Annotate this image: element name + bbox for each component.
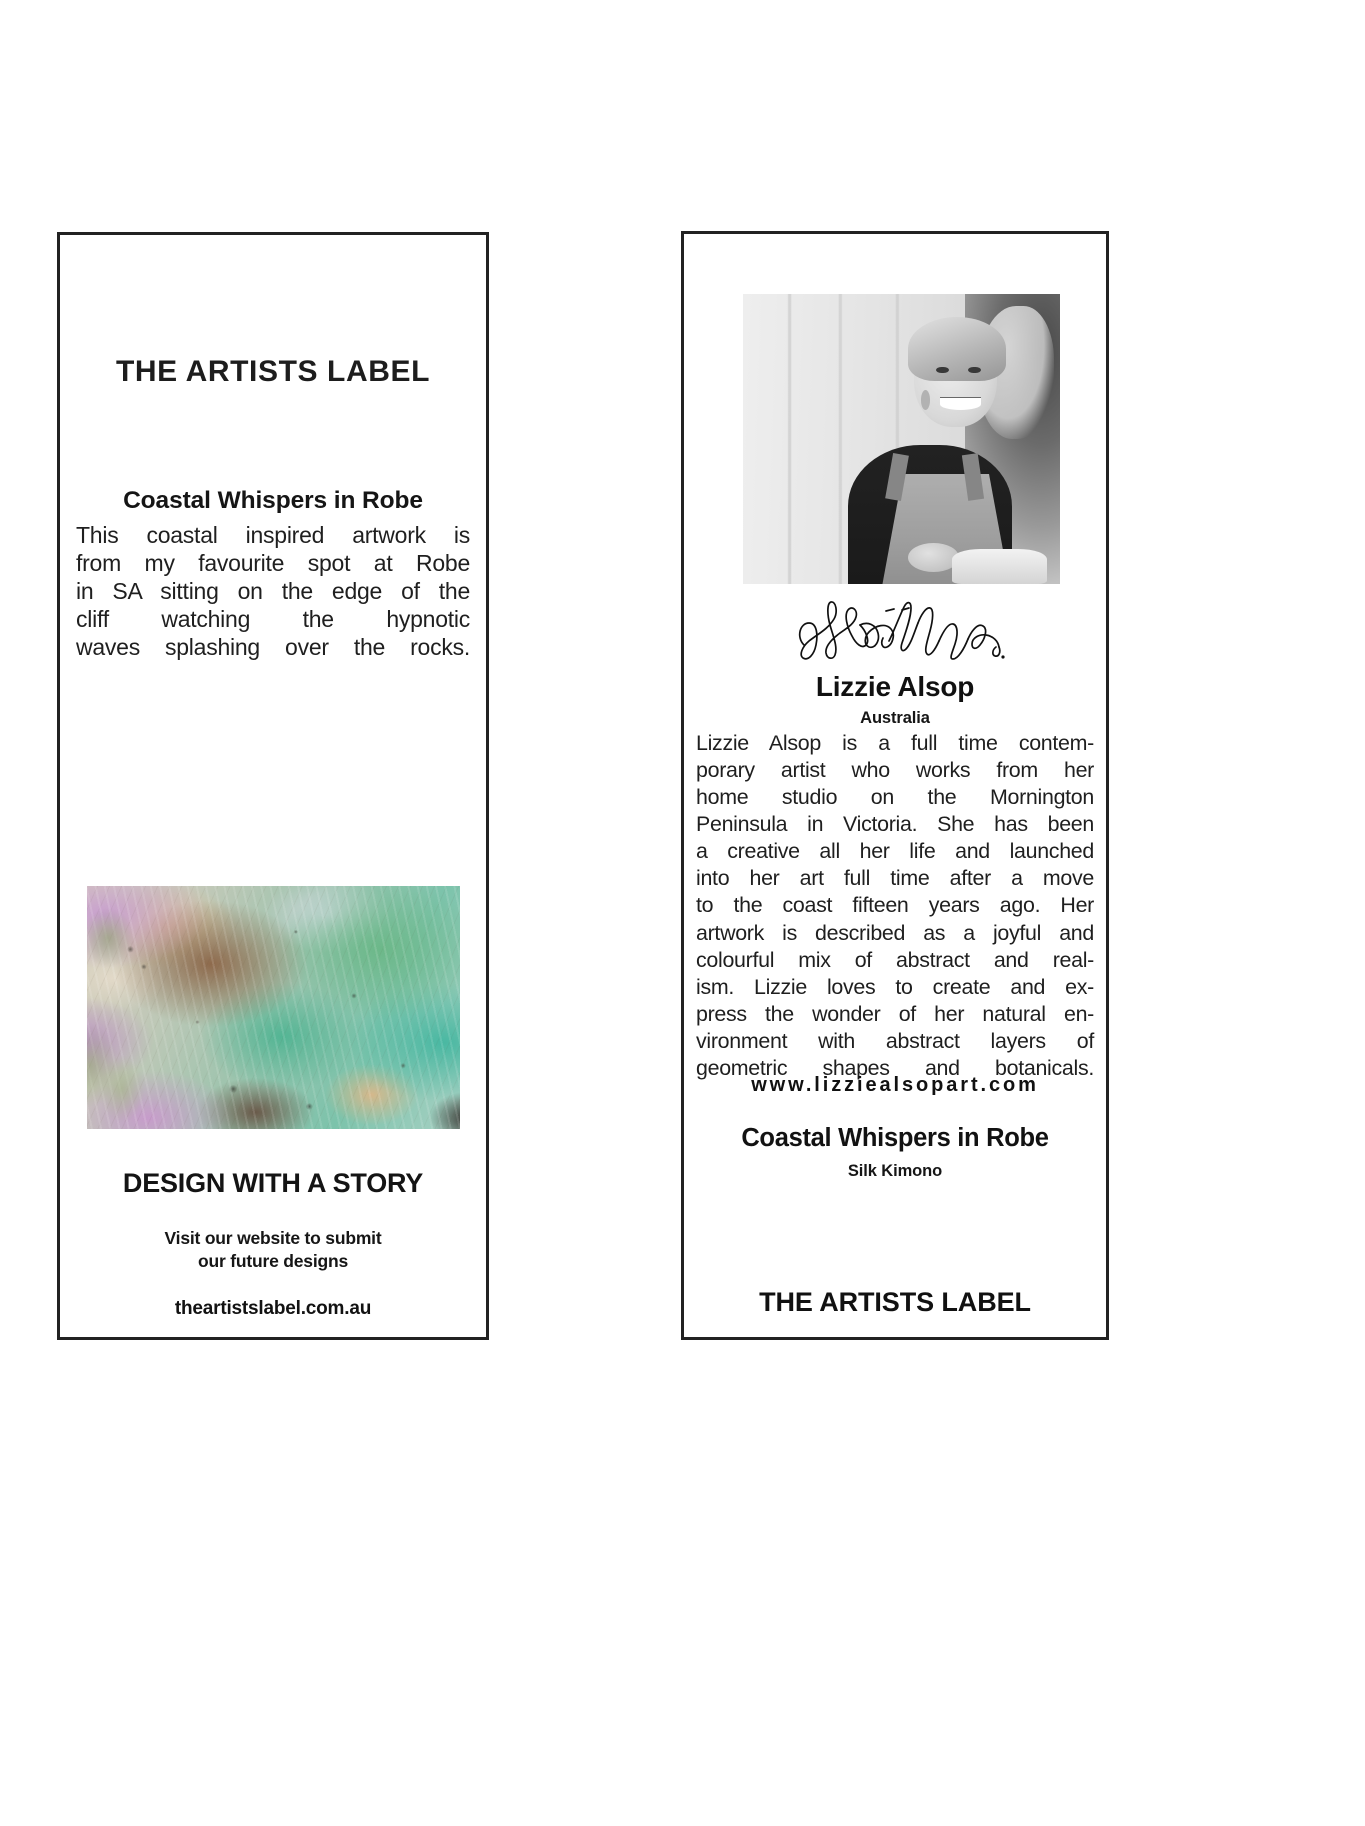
front-artwork-heading: Coastal Whispers in Robe bbox=[123, 487, 423, 514]
front-card-content bbox=[60, 235, 486, 1337]
artwork-botanical-layer bbox=[87, 886, 460, 1129]
product-subtitle: Silk Kimono bbox=[847, 1162, 943, 1180]
back-brand-footer: THE ARTISTS LABEL bbox=[759, 1287, 1031, 1317]
portrait-palette bbox=[952, 549, 1047, 584]
artist-website-url[interactable]: www.lizziealsopart.com bbox=[751, 1074, 1039, 1096]
bio-line: to the coast fifteen years ago. Her bbox=[696, 893, 1094, 918]
signature-icon bbox=[790, 589, 1030, 671]
bio-line: Lizzie Alsop is a full time contem- bbox=[696, 731, 1094, 755]
visit-line-1: Visit our website to submit bbox=[164, 1228, 382, 1248]
front-visit-text bbox=[60, 1227, 486, 1273]
artist-biography bbox=[696, 730, 1094, 1082]
bio-line: geometric shapes and botanicals. bbox=[696, 1055, 1094, 1080]
front-tagline: DESIGN WITH A STORY bbox=[122, 1168, 424, 1198]
bio-line: artwork is described as a joyful and bbox=[696, 920, 1094, 945]
artist-country: Australia bbox=[860, 709, 930, 727]
portrait-hair bbox=[908, 317, 1006, 381]
artist-name: Lizzie Alsop bbox=[815, 671, 975, 702]
bio-line: home studio on the Mornington bbox=[696, 785, 1094, 810]
description-line: from my favourite spot at Robe bbox=[76, 550, 470, 577]
bio-line: colourful mix of abstract and real- bbox=[696, 947, 1094, 972]
front-website-url[interactable]: theartistslabel.com.au bbox=[174, 1298, 372, 1319]
swing-tag-front-card bbox=[57, 232, 489, 1340]
artist-portrait-photo bbox=[743, 294, 1060, 584]
portrait-earring bbox=[921, 390, 931, 410]
bio-line: ism. Lizzie loves to create and ex- bbox=[696, 974, 1094, 999]
description-line: cliff watching the hypnotic bbox=[76, 606, 470, 633]
bio-line: a creative all her life and launched bbox=[696, 839, 1094, 864]
front-brand-title: THE ARTISTS LABEL bbox=[115, 355, 431, 388]
bio-line: vironment with abstract layers of bbox=[696, 1028, 1094, 1053]
front-artwork-description bbox=[76, 521, 470, 661]
artist-signature bbox=[790, 589, 1030, 671]
product-title: Coastal Whispers in Robe bbox=[741, 1124, 1049, 1152]
swing-tag-back-card bbox=[681, 231, 1109, 1340]
portrait-smile bbox=[940, 398, 981, 410]
description-line: in SA sitting on the edge of the bbox=[76, 578, 470, 605]
description-line: This coastal inspired artwork is bbox=[76, 522, 470, 548]
back-card-content bbox=[684, 234, 1106, 1337]
description-line: waves splashing over the rocks. bbox=[76, 634, 470, 661]
bio-line: Peninsula in Victoria. She has been bbox=[696, 812, 1094, 837]
bio-line: porary artist who works from her bbox=[696, 758, 1094, 783]
portrait-hand bbox=[908, 543, 959, 572]
artwork-image bbox=[87, 886, 460, 1129]
bio-line: press the wonder of her natural en- bbox=[696, 1001, 1094, 1026]
bio-line: into her art full time after a move bbox=[696, 866, 1094, 891]
visit-line-2: our future designs bbox=[197, 1250, 349, 1271]
